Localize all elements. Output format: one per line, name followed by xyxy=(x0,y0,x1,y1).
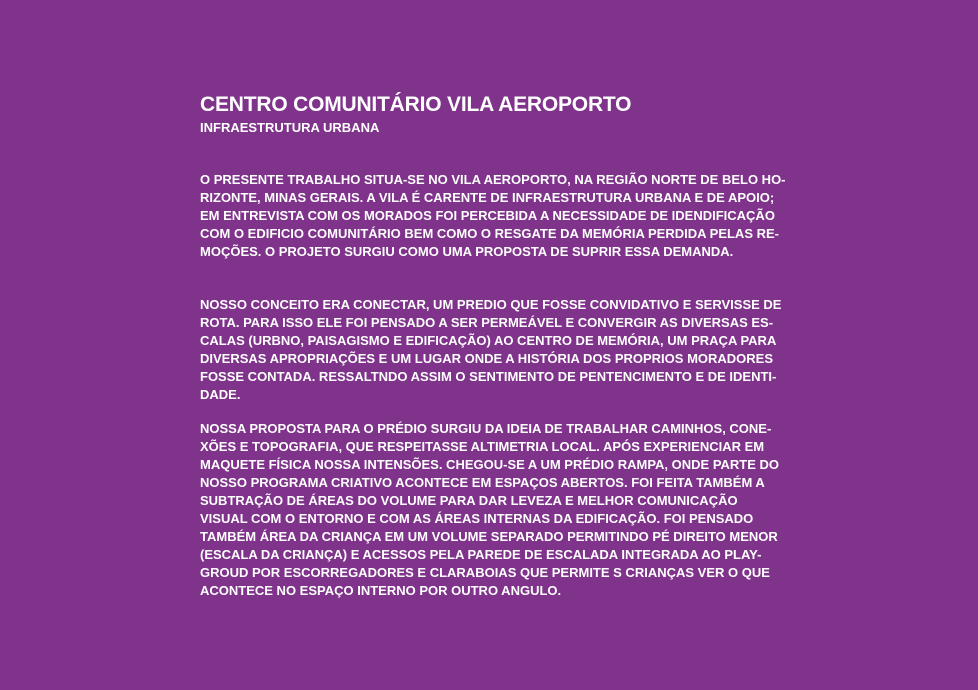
paragraph-line: CALAS (URBNO, PAISAGISMO E EDIFICAÇÃO) AO CENTRO DE MEMÓRIA, UM PRAÇA PARA xyxy=(200,333,777,348)
paragraph-line: FOSSE CONTADA. RESSALTNDO ASSIM O SENTIMENTO DE PENTENCIMENTO E DE IDENTI- xyxy=(200,369,777,384)
paragraph-line: NOSSO CONCEITO ERA CONECTAR, UM PREDIO QUE FOSSE CONVIDATIVO E SERVISSE DE xyxy=(200,297,782,312)
paragraph-line: EM ENTREVISTA COM OS MORADOS FOI PERCEBIDA A NECESSIDADE DE IDENDIFICAÇÃO xyxy=(200,208,775,223)
paragraph-line: ACONTECE NO ESPAÇO INTERNO POR OUTRO ANGULO. xyxy=(200,583,562,598)
paragraph-line: (ESCALA DA CRIANÇA) E ACESSOS PELA PAREDE DE ESCALADA INTEGRADA AO PLAY- xyxy=(200,547,762,562)
paragraph-line: XÕES E TOPOGRAFIA, QUE RESPEITASSE ALTIMETRIA LOCAL. APÓS EXPERIENCIAR EM xyxy=(200,439,765,454)
paragraph-line: NOSSO PROGRAMA CRIATIVO ACONTECE EM ESPAÇOS ABERTOS. FOI FEITA TAMBÉM A xyxy=(200,475,765,490)
paragraph-concept xyxy=(200,296,781,404)
paragraph-line: COM O EDIFICIO COMUNITÁRIO BEM COMO O RESGATE DA MEMÓRIA PERDIDA PELAS RE- xyxy=(200,226,779,241)
paragraph-proposal xyxy=(200,420,779,600)
paragraph-line: SUBTRAÇÃO DE ÁREAS DO VOLUME PARA DAR LEVEZA E MELHOR COMUNICAÇÃO xyxy=(200,493,738,508)
paragraph-line: DADE. xyxy=(200,387,241,402)
paragraph-line: NOSSA PROPOSTA PARA O PRÉDIO SURGIU DA IDEIA DE TRABALHAR CAMINHOS, CONE- xyxy=(200,421,772,436)
page-title: CENTRO COMUNITÁRIO VILA AEROPORTO xyxy=(200,93,632,116)
page-subtitle: INFRAESTRUTURA URBANA xyxy=(200,120,380,135)
paragraph-line: O PRESENTE TRABALHO SITUA-SE NO VILA AEROPORTO, NA REGIÃO NORTE DE BELO HO- xyxy=(200,172,786,187)
paragraph-line: TAMBÉM ÁREA DA CRIANÇA EM UM VOLUME SEPARADO PERMITINDO PÉ DIREITO MENOR xyxy=(200,529,778,544)
paragraph-line: VISUAL COM O ENTORNO E COM AS ÁREAS INTERNAS DA EDIFICAÇÃO. FOI PENSADO xyxy=(200,511,754,526)
paragraph-line: ROTA. PARA ISSO ELE FOI PENSADO A SER PERMEÁVEL E CONVERGIR AS DIVERSAS ES- xyxy=(200,315,774,330)
paragraph-line: RIZONTE, MINAS GERAIS. A VILA É CARENTE DE INFRAESTRUTURA URBANA E DE APOIO; xyxy=(200,190,775,205)
paragraph-line: MAQUETE FÍSICA NOSSA INTENSÕES. CHEGOU-SE A UM PRÉDIO RAMPA, ONDE PARTE DO xyxy=(200,457,780,472)
paragraph-line: DIVERSAS APROPRIAÇÕES E UM LUGAR ONDE A HISTÓRIA DOS PROPRIOS MORADORES xyxy=(200,351,774,366)
paragraph-intro xyxy=(200,171,786,261)
paragraph-line: MOÇÕES. O PROJETO SURGIU COMO UMA PROPOSTA DE SUPRIR ESSA DEMANDA. xyxy=(200,244,734,259)
paragraph-line: GROUD POR ESCORREGADORES E CLARABOIAS QUE PERMITE S CRIANÇAS VER O QUE xyxy=(200,565,770,580)
